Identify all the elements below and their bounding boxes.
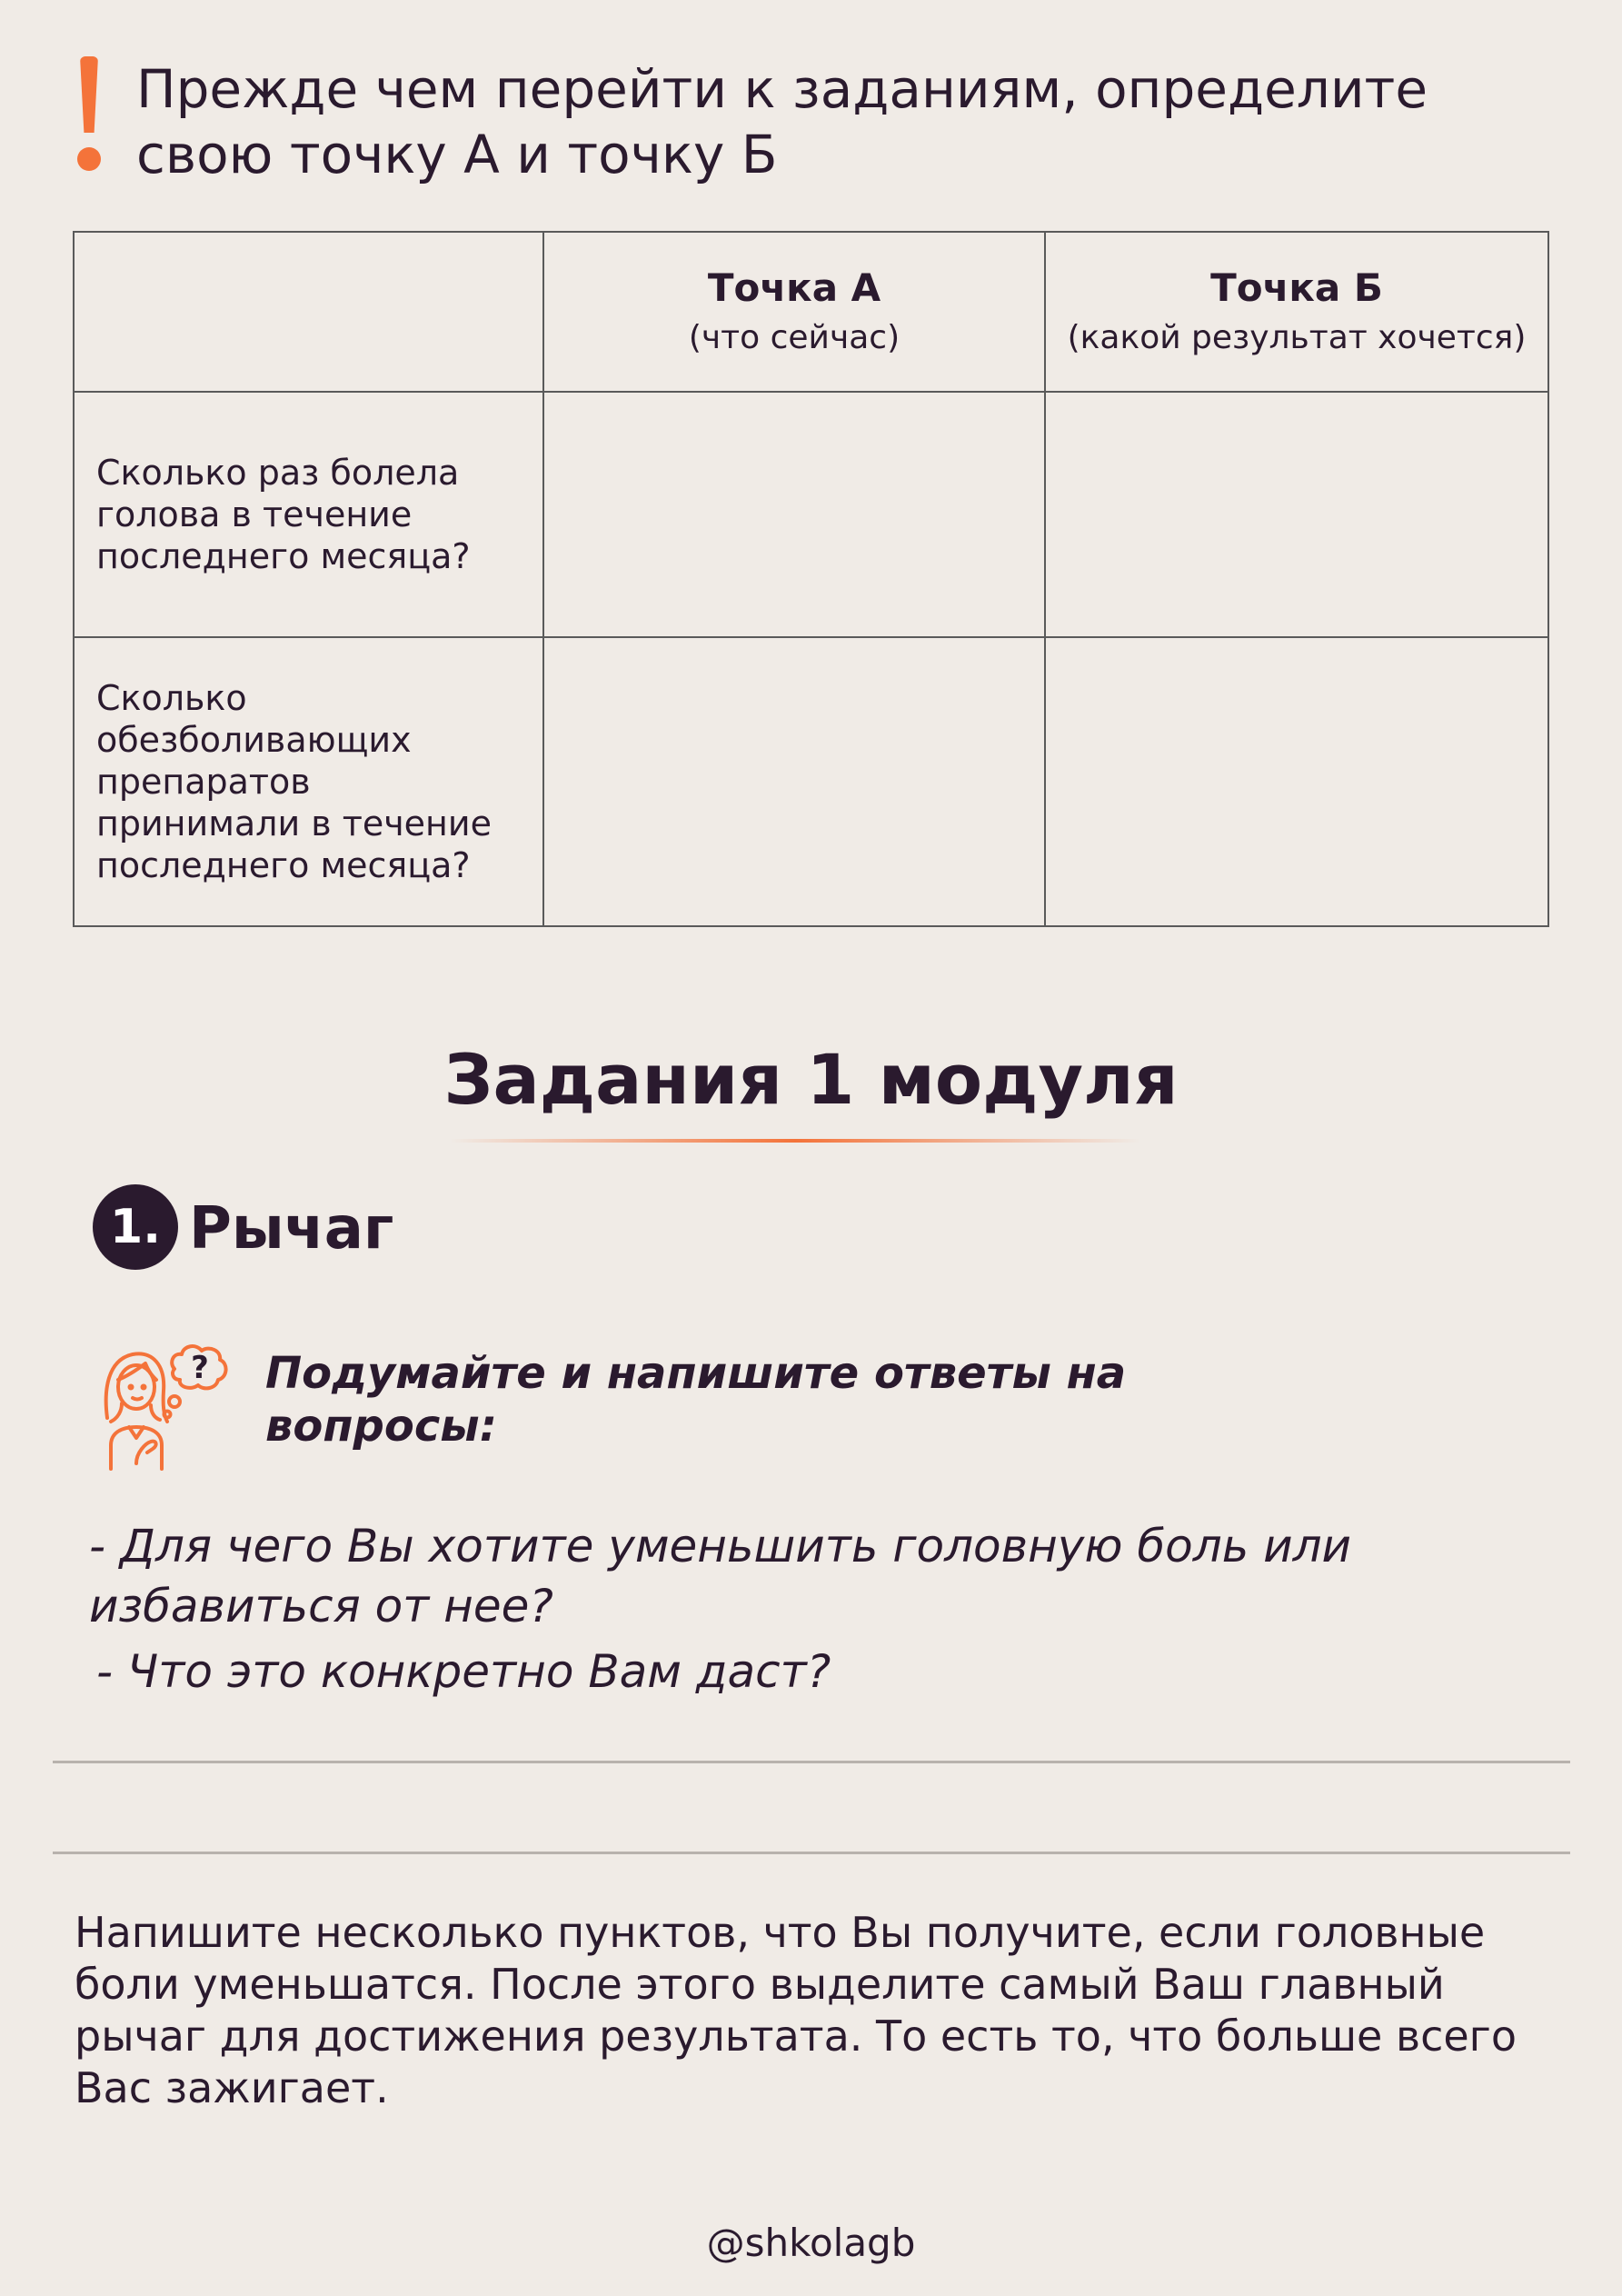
table-header-empty <box>74 232 543 392</box>
answer-line[interactable] <box>53 1852 1570 1854</box>
point-ab-table <box>73 231 1549 927</box>
question-item: - Для чего Вы хотите уменьшить головную боль или избавиться от нее? <box>89 1520 1352 1632</box>
table-row <box>74 637 1548 926</box>
task-title: Рычаг <box>189 1195 394 1263</box>
point-a-sub: (что сейчас) <box>688 319 901 356</box>
cell-headaches-point-b[interactable] <box>1045 392 1548 637</box>
question-item: - Что это конкретно Вам даст? <box>96 1645 831 1698</box>
point-a-name: Точка А <box>707 265 881 310</box>
think-prompt: Подумайте и напишите ответы на вопросы: <box>265 1348 1127 1452</box>
table-header-point-a <box>543 232 1045 392</box>
table-header-point-b <box>1045 232 1548 392</box>
cell-headaches-point-a[interactable] <box>543 392 1045 637</box>
footer-handle: @shkolagb <box>706 2221 916 2265</box>
exclamation-icon <box>73 56 104 175</box>
cell-painkillers-point-b[interactable] <box>1045 637 1548 926</box>
point-b-name: Точка Б <box>1210 265 1383 310</box>
exclamation-bar <box>80 56 98 133</box>
question-list <box>89 1516 1543 1702</box>
module-title-underline <box>450 1139 1140 1143</box>
answer-line[interactable] <box>53 1761 1570 1763</box>
exclamation-dot <box>77 147 101 171</box>
row-label-headaches: Сколько раз болела голова в течение последнего месяца? <box>74 392 543 637</box>
module-title: Задания 1 модуля <box>443 1039 1179 1120</box>
table-header-row <box>74 232 1548 392</box>
cell-painkillers-point-a[interactable] <box>543 637 1045 926</box>
task-instruction: Напишите несколько пунктов, что Вы получите, если головные боли уменьшатся. После этого выделите самый Ваш главный рычаг для достижения результата. То есть то, что больше всего Вас зажигает. <box>75 1908 1517 2112</box>
svg-text:?: ? <box>191 1350 209 1386</box>
point-b-sub: (какой результат хочется) <box>1067 319 1527 356</box>
task-number-badge: 1. <box>93 1184 178 1270</box>
row-label-painkillers: Сколько обезболивающих препаратов принимали в течение последнего месяца? <box>74 637 543 926</box>
table-row <box>74 392 1548 637</box>
thinking-woman-icon <box>95 1327 240 1472</box>
intro-title: Прежде чем перейти к заданиям, определите свою точку А и точку Б <box>136 58 1428 185</box>
